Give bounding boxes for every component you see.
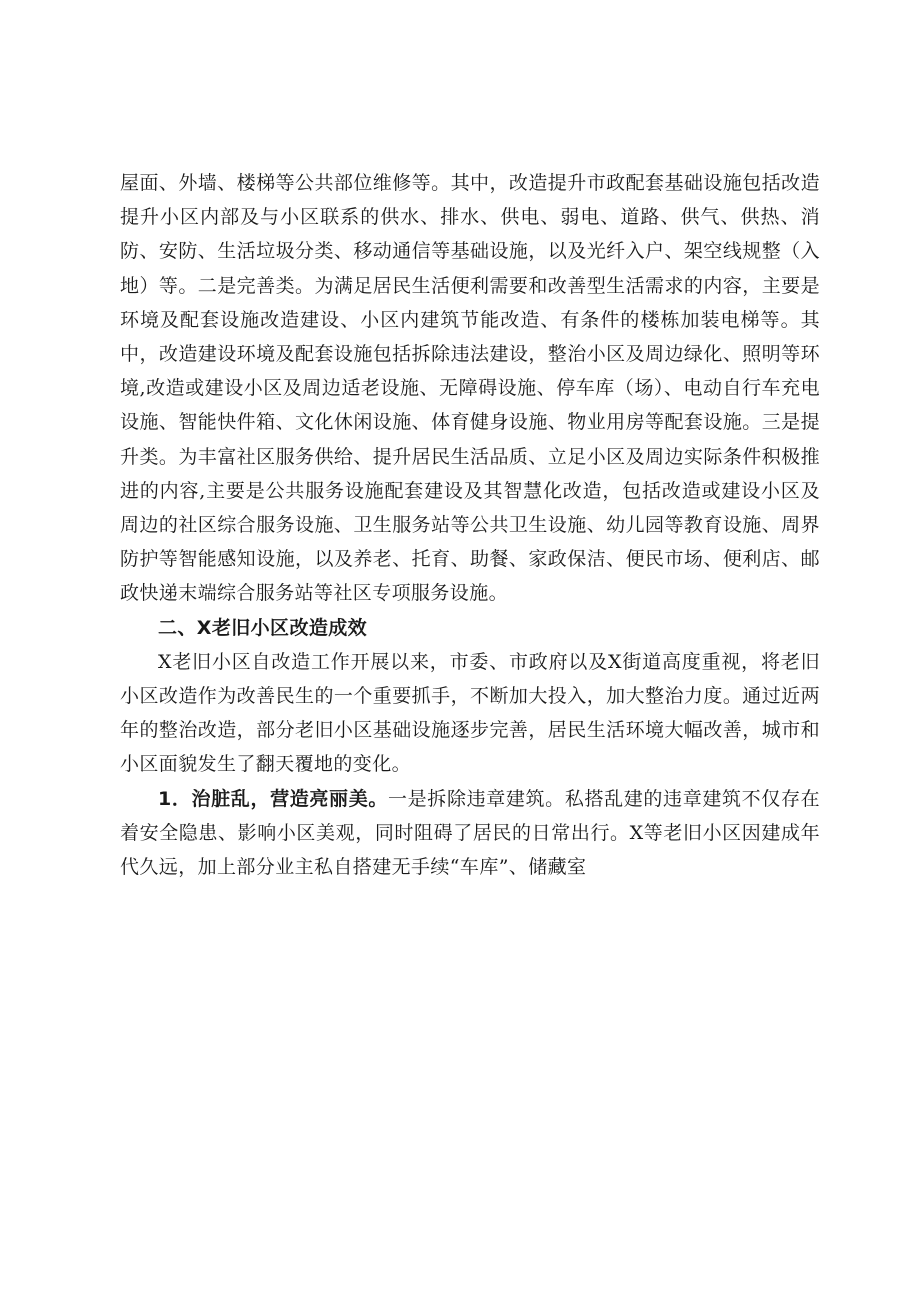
paragraph-clean-up — [120, 782, 820, 885]
paragraph-lead: 1．治脏乱，营造亮丽美。 — [158, 787, 388, 810]
paragraph-renovation-content: 屋面、外墙、楼梯等公共部位维修等。其中，改造提升市政配套基础设施包括改造提升小区内部及与小区联系的供水、排水、供电、弱电、道路、供气、供热、消防、安防、生活垃圾分类、移动通信等基础设施，以及光纤入户、架空线规整（入地）等。二是完善类。为满足居民生活便利需要和改善型生活需求的内容，主要是环境及配套设施改造建设、小区内建筑节能改造、有条件的楼栋加装电梯等。其中，改造建设环境及配套设施包括拆除违法建设，整治小区及周边绿化、照明等环境,改造或建设小区及周边适老设施、无障碍设施、停车库（场）、电动自行车充电设施、智能快件箱、文化休闲设施、体育健身设施、物业用房等配套设施。三是提升类。为丰富社区服务供给、提升居民生活品质、立足小区及周边实际条件积极推进的内容,主要是公共服务设施配套建设及其智慧化改造，包括改造或建设小区及周边的社区综合服务设施、卫生服务站等公共卫生设施、幼儿园等教育设施、周界防护等智能感知设施，以及养老、托育、助餐、家政保洁、便民市场、便利店、邮政快递末端综合服务站等社区专项服务设施。 — [120, 172, 820, 605]
document-body — [120, 166, 820, 884]
paragraph-clean-up-text: 一是拆除违章建筑。私搭乱建的违章建筑不仅存在着安全隐患、影响小区美观，同时阻碍了居民的日常出行。X等老旧小区因建成年代久远，加上部分业主私自搭建无手续“车库”、储藏室 — [120, 787, 820, 879]
section-heading: 二、X老旧小区改造成效 — [158, 616, 368, 639]
paragraph-renovation-results: X老旧小区自改造工作开展以来，市委、市政府以及X街道高度重视，将老旧小区改造作为改善民生的一个重要抓手，不断加大投入，加大整治力度。通过近两年的整治改造，部分老旧小区基础设施逐步完善，居民生活环境大幅改善，城市和小区面貌发生了翻天覆地的变化。 — [120, 650, 820, 776]
